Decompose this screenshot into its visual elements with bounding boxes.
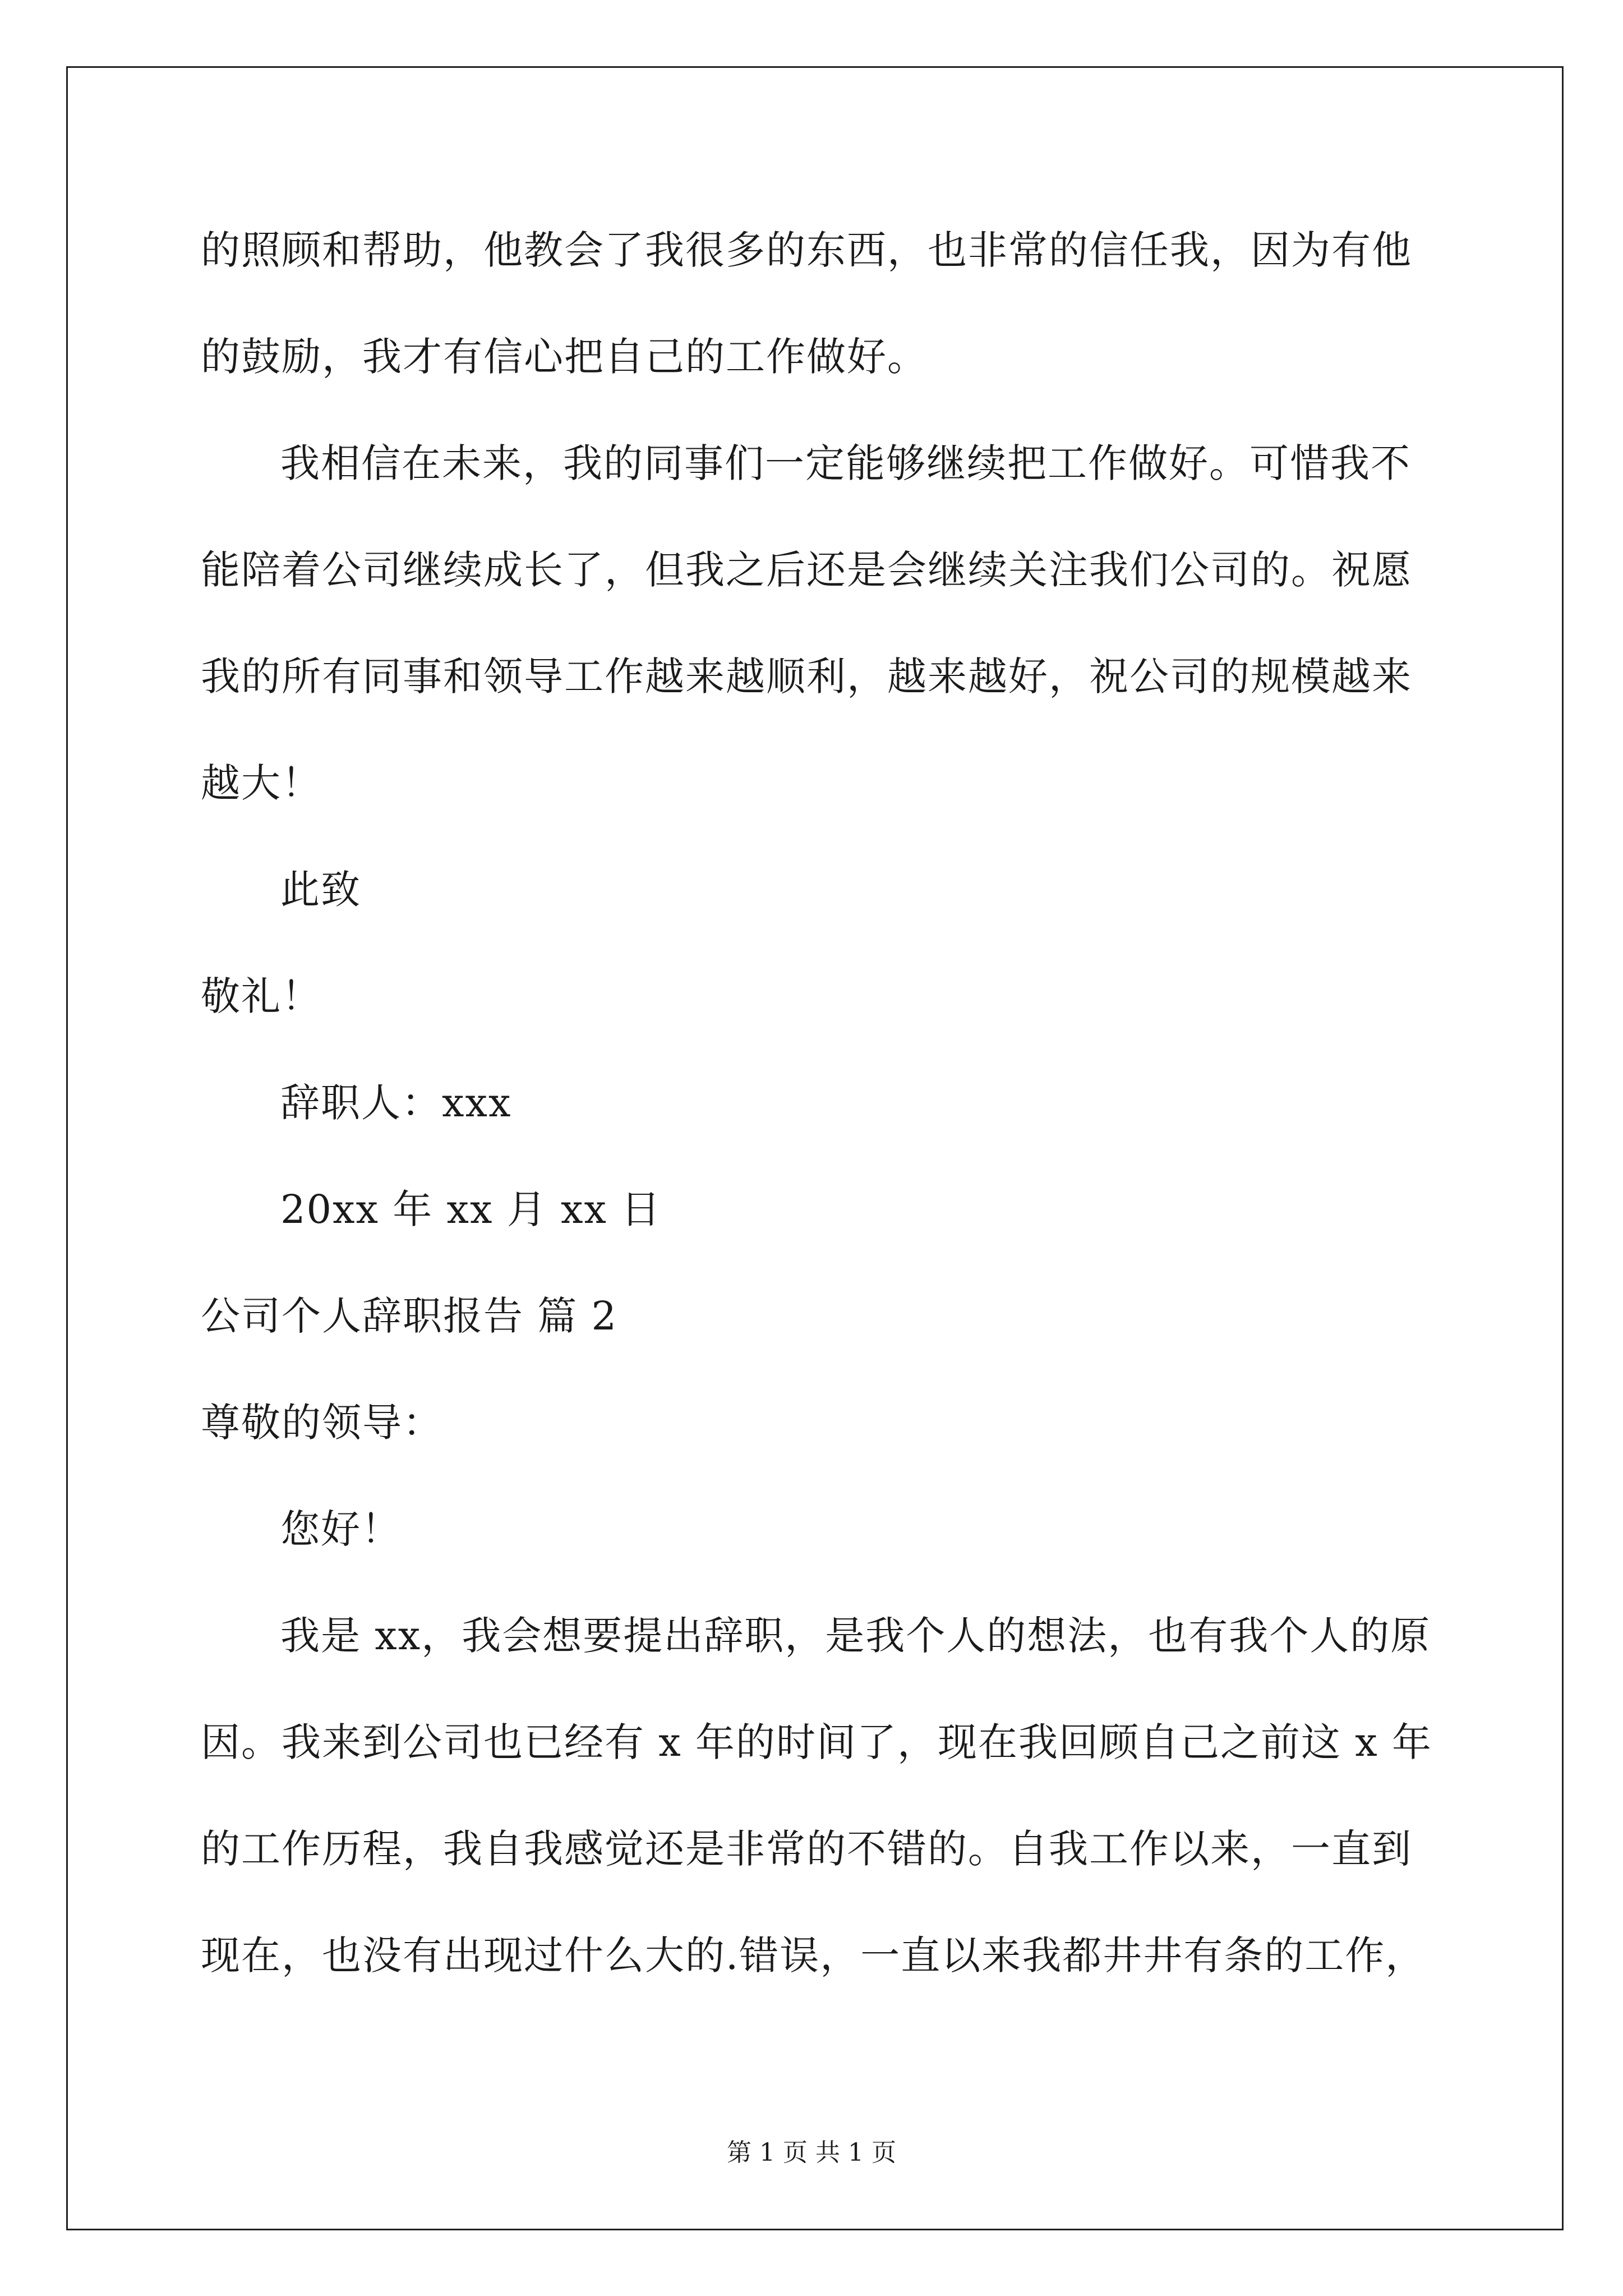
paragraph-line: 的工作历程，我自我感觉还是非常的不错的。自我工作以来，一直到 — [201, 1826, 1412, 1872]
paragraph-line: 我的所有同事和领导工作越来越顺利，越来越好，祝公司的规模越来 — [201, 654, 1412, 700]
paragraph-line: 我相信在未来，我的同事们一定能够继续把工作做好。可惜我不 — [280, 440, 1411, 486]
paragraph-line: 的鼓励，我才有信心把自己的工作做好。 — [201, 334, 928, 380]
paragraph-line: 的照顾和帮助，他教会了我很多的东西，也非常的信任我，因为有他 — [201, 227, 1412, 273]
closing-salutation: 此致 — [280, 867, 361, 913]
paragraph-line: 我是 xx，我会想要提出辞职，是我个人的想法，也有我个人的原 — [280, 1613, 1431, 1659]
paragraph-line: 现在，也没有出现过什么大的.错误，一直以来我都井井有条的工作， — [201, 1932, 1426, 1978]
greeting-line: 尊敬的领导： — [201, 1400, 443, 1446]
date-line: 20xx 年 xx 月 xx 日 — [280, 1186, 662, 1232]
greeting-hello: 您好！ — [280, 1506, 402, 1552]
page-border — [66, 66, 1564, 2230]
paragraph-line: 越大！ — [201, 760, 322, 806]
signature-line: 辞职人：xxx — [280, 1080, 512, 1126]
section-heading: 公司个人辞职报告 篇 2 — [201, 1293, 618, 1339]
closing-regards: 敬礼！ — [201, 973, 322, 1019]
paragraph-line: 能陪着公司继续成长了，但我之后还是会继续关注我们公司的。祝愿 — [201, 547, 1412, 593]
page-footer: 第 1 页 共 1 页 — [727, 2138, 896, 2167]
paragraph-line: 因。我来到公司也已经有 x 年的时间了，现在我回顾自己之前这 x 年 — [201, 1719, 1432, 1765]
